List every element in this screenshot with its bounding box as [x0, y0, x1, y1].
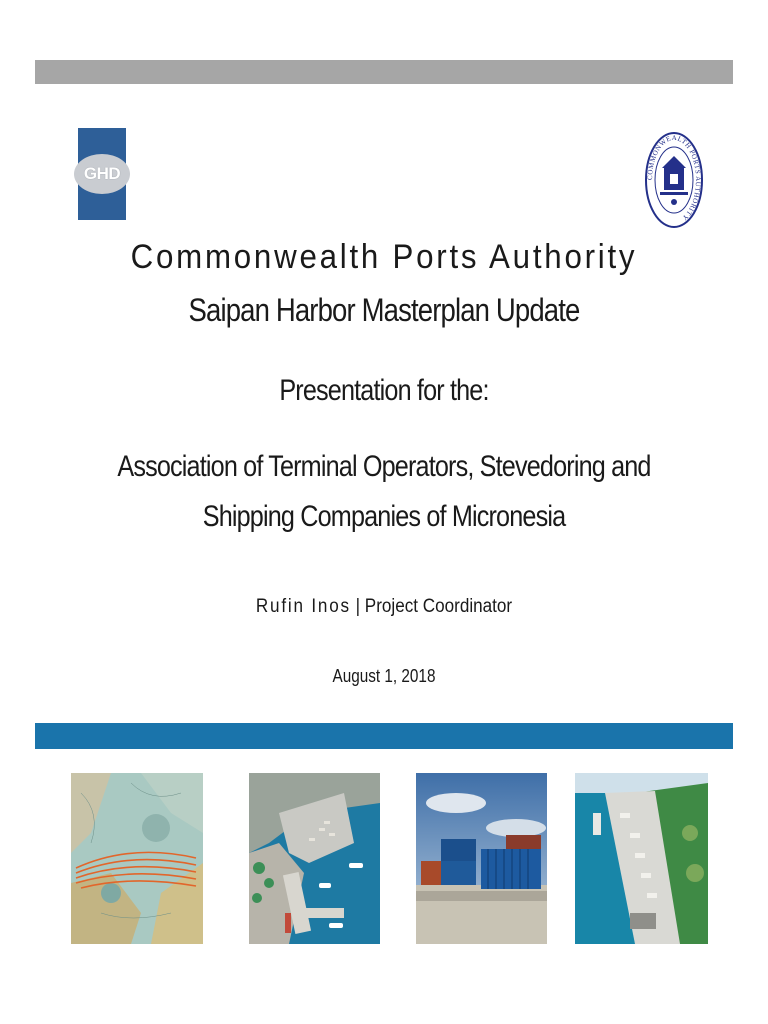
audience-line-2: Shipping Companies of Micronesia — [202, 500, 566, 533]
port-aerial-image — [249, 773, 380, 944]
cpa-seal-logo — [644, 130, 704, 230]
seal-text: COMMONWEALTH PORTS AUTHORITY — [645, 133, 703, 223]
audience-line-1: Association of Terminal Operators, Stevedoring and — [117, 450, 651, 483]
ghd-logo-text: GHD — [83, 164, 121, 183]
presenter-line — [38, 596, 729, 618]
shipping-containers-image — [416, 773, 547, 944]
port-waterfront-image — [575, 773, 708, 944]
presenter-separator: | — [355, 596, 361, 617]
title-line-1: Commonwealth Ports Authority — [130, 238, 638, 276]
ghd-logo-oval — [74, 154, 130, 194]
presenter-role: Project Coordinator — [364, 596, 513, 617]
top-gray-bar — [35, 60, 733, 84]
blue-divider-bar — [35, 723, 733, 749]
subtitle: Presentation for the: — [279, 374, 489, 407]
presentation-date: August 1, 2018 — [332, 666, 436, 686]
title-line-2: Saipan Harbor Masterplan Update — [188, 292, 580, 328]
ghd-logo — [78, 128, 126, 220]
presenter-name: Rufin Inos — [255, 596, 351, 617]
harbor-map-image — [71, 773, 203, 944]
